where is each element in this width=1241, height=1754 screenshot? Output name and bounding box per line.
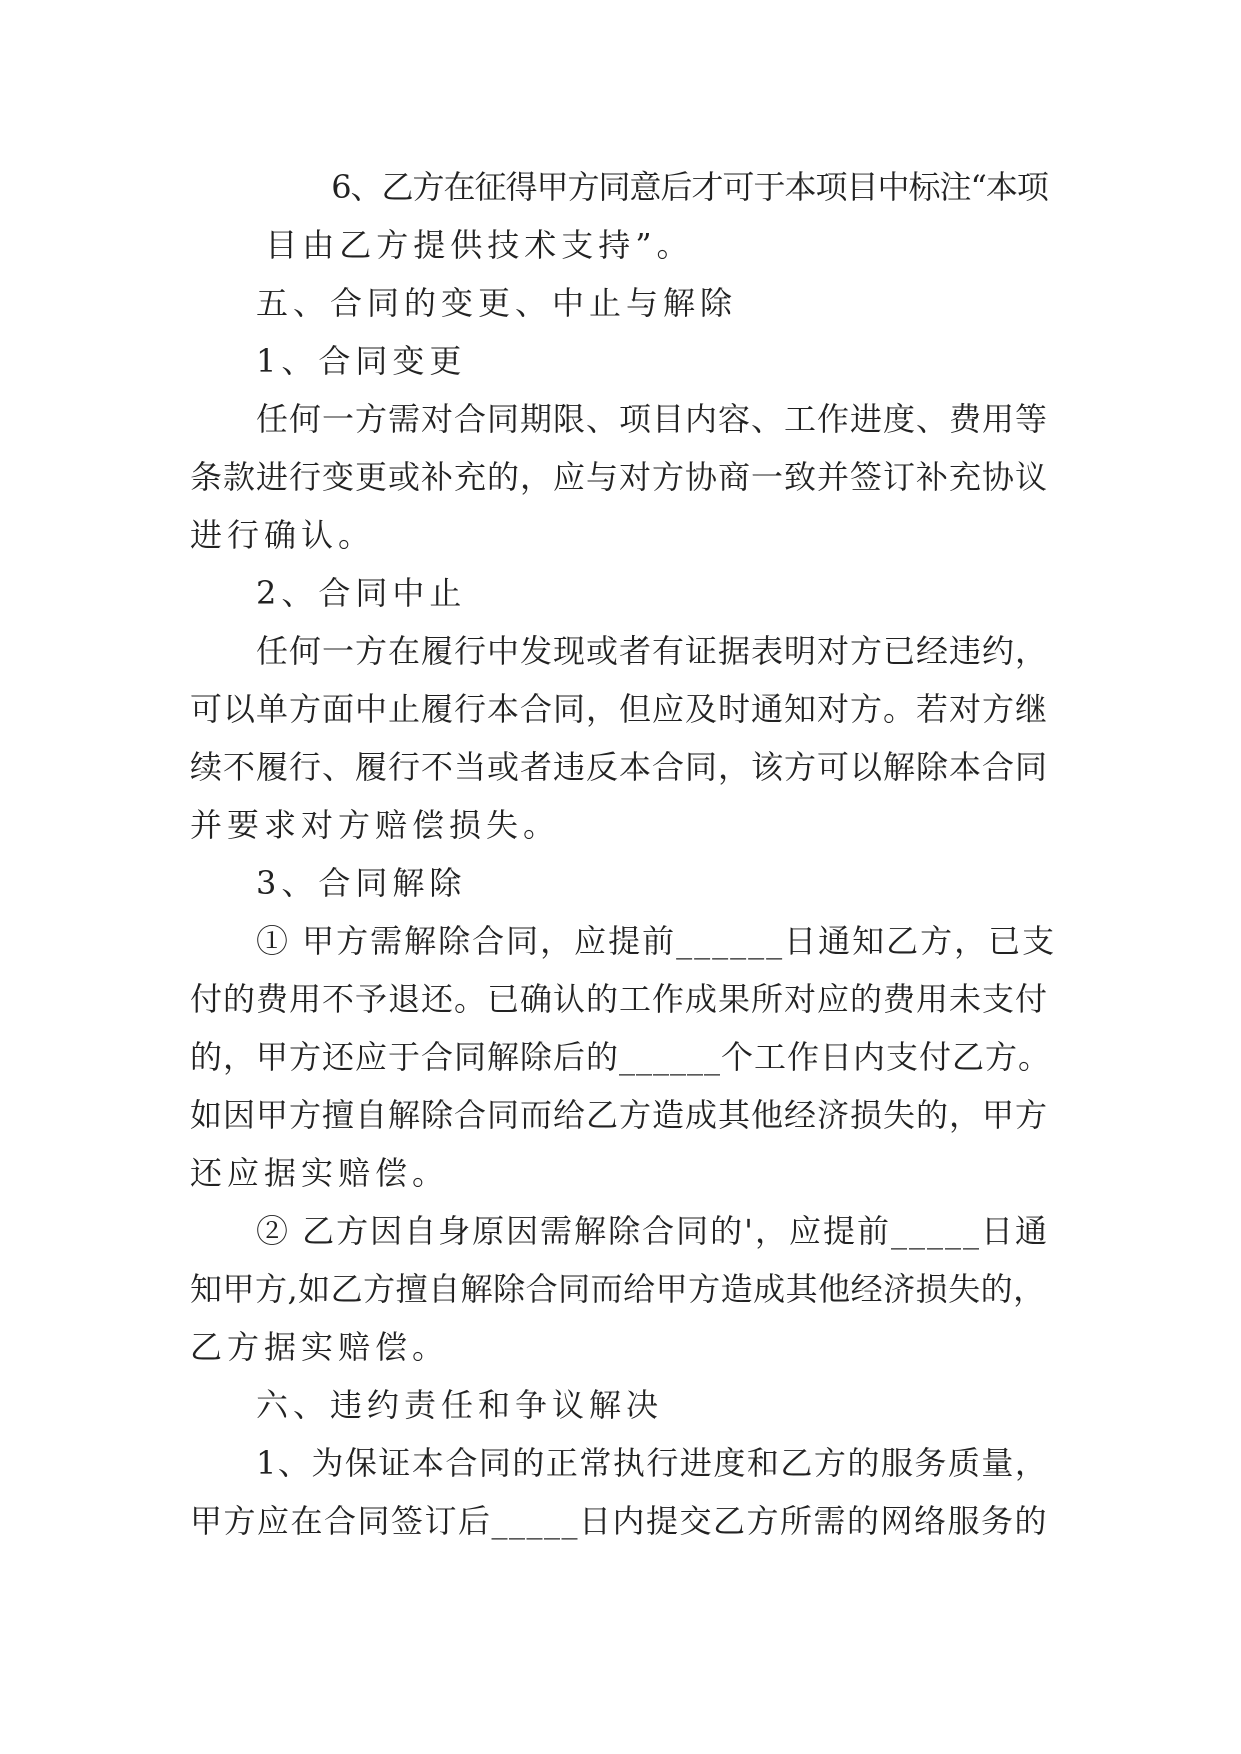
text-line: 条款进行变更或补充的，应与对方协商一致并签订补充协议 [190,458,1049,496]
document-body [190,158,1058,1550]
text-line: 任何一方在履行中发现或者有证据表明对方已经违约， [256,632,1049,670]
heading-text: 1、合同变更 [256,342,467,380]
heading-text: 3、合同解除 [256,864,467,902]
text-line: 进行确认。 [190,516,376,554]
heading-text: 六、违约责任和争议解决 [256,1386,664,1424]
paragraph-liability-1 [190,1434,1058,1550]
text-line: ① 甲方需解除合同，应提前______日通知乙方，已支 [256,922,1057,960]
text-line: 乙方据实赔偿。 [190,1328,450,1366]
text-line: 1、为保证本合同的正常执行进度和乙方的服务质量， [256,1444,1049,1482]
subheading-contract-suspension [190,564,1058,622]
text-line: 6、乙方在征得甲方同意后才可于本项目中标注“本项 [331,168,1048,206]
text-line: 知甲方,如乙方擅自解除合同而给甲方造成其他经济损失的， [190,1270,1046,1308]
section-heading-6 [190,1376,1058,1434]
text-line: ② 乙方因自身原因需解除合同的'，应提前_____日通 [256,1212,1049,1250]
paragraph-clause-6 [190,158,1058,274]
heading-text: 五、合同的变更、中止与解除 [256,284,738,322]
subheading-contract-termination [190,854,1058,912]
subheading-contract-change [190,332,1058,390]
text-line: 可以单方面中止履行本合同，但应及时通知对方。若对方继 [190,690,1049,728]
paragraph-termination-party-b [190,1202,1058,1376]
heading-text: 2、合同中止 [256,574,467,612]
text-line: 目由乙方提供技术支持”。 [265,226,694,264]
text-line: 如因甲方擅自解除合同而给乙方造成其他经济损失的，甲方 [190,1096,1049,1134]
text-line: 任何一方需对合同期限、项目内容、工作进度、费用等 [256,400,1049,438]
text-line: 付的费用不予退还。已确认的工作成果所对应的费用未支付 [190,980,1049,1018]
paragraph-termination-party-a [190,912,1058,1202]
text-line: 还应据实赔偿。 [190,1154,450,1192]
section-heading-5 [190,274,1058,332]
text-line: 甲方应在合同签订后_____日内提交乙方所需的网络服务的 [190,1502,1049,1540]
text-line: 的，甲方还应于合同解除后的______个工作日内支付乙方。 [190,1038,1052,1076]
paragraph-contract-suspension [190,622,1058,854]
text-line: 并要求对方赔偿损失。 [190,806,561,844]
paragraph-contract-change [190,390,1058,564]
text-line: 续不履行、履行不当或者违反本合同，该方可以解除本合同 [190,748,1049,786]
